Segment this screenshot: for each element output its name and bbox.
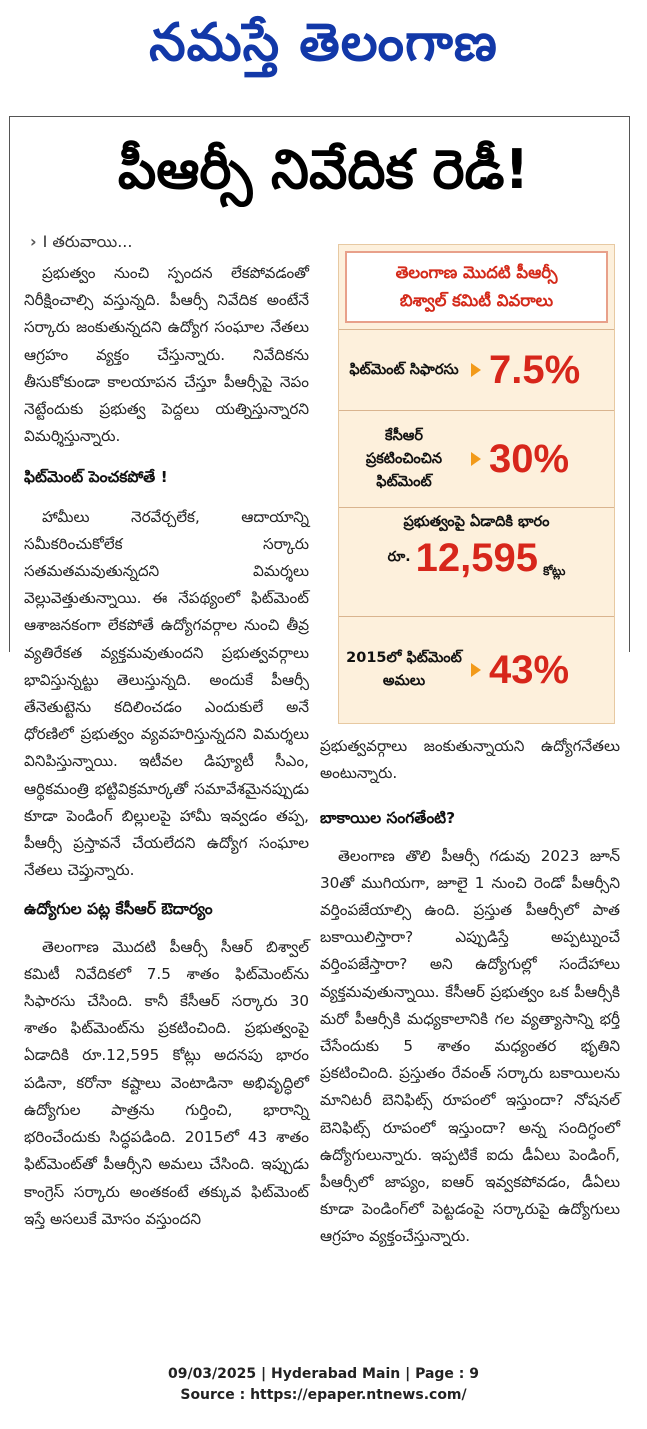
stats-title-line: తెలంగాణ మొదటి పీఆర్సీ <box>395 263 558 282</box>
stat-row-2015 <box>339 616 614 723</box>
left-column <box>24 260 309 1233</box>
paragraph: తెలంగాణ తొలి పీఆర్సీ గడువు 2023 జూన్ 30తో ముగియగా, జూలై 1 నుంచి రెండో పీఆర్సీని వర్తింపజేయాల్సి ఉంది. ప్రస్తుత పీఆర్సీలో పాత బకాయిలిస్తారా? ఎప్పుడిస్తే అప్పట్నుంచే వర్తింపజేస్తారా? అని ఉద్యోగుల్లో సందేహాలు వ్యక్తమవుతున్నాయి. కేసీఆర్ ప్రభుత్వం ఒక పీఆర్సీకి మరో పీఆర్సీకి మధ్యకాలానికి గల వ్యత్యాసాన్ని భర్తీ చేసేందుకు 5 శాతం మధ్యంతర భృతిని ప్రకటించింది. ప్రస్తుతం రేవంత్ సర్కారు బకాయిలను మానిటరీ బెనిఫిట్స్ రూపంలో ఇస్తుందా? నోషనల్ బెనిఫిట్స్ రూపంలో ఇస్తుందా? అన్న సందిగ్ధంలో ఉద్యోగులున్నారు. ఇప్పటికే ఐదు డీఏలు పెండింగ్, పీఆర్సీలో జాప్యం, ఐఆర్ ఇవ్వకపోవడం, డీఏలు కూడా పెండింగ్‌లో పెట్టడంపై సర్కారుపై ఉద్యోగులు ఆగ్రహం వ్యక్తంచేస్తున్నారు. <box>320 846 620 1246</box>
right-column <box>320 733 620 1251</box>
subheading: ఉద్యోగుల పట్ల కేసీఆర్ ఔదార్యం <box>24 900 213 919</box>
paragraph: ప్రభుత్వం నుంచి స్పందన లేకపోవడంతో నిరీక్షించాల్సి వస్తున్నది. పీఆర్సీ నివేదిక అంటేనే సర్కారు జంకుతున్నదని ఉద్యోగ సంఘాల నేతలు ఆగ్రహం వ్యక్తం చేస్తున్నారు. నివేదికను తీసుకోకుండా కాలయాపన చేస్తూ పీఆర్సీపై నెపం నెట్టేందుకు ప్రభుత్వ పెద్దలు యత్నిస్తున్నారని విమర్శిస్తున్నారు. <box>24 264 309 446</box>
stat-label: కేసీఆర్ ప్రకటించించిన ఫిట్‌మెంట్ <box>365 427 443 490</box>
stat-row-recommended <box>339 329 614 410</box>
stats-box <box>338 244 615 724</box>
stat-label: ప్రభుత్వంపై ఏడాదికి భారం <box>403 514 550 530</box>
footer-date-line: 09/03/2025 | Hyderabad Main | Page : 9 <box>167 1366 480 1382</box>
unit-suffix: కోట్లు <box>543 564 566 578</box>
stat-row-announced <box>339 410 614 507</box>
article-headline: పీఆర్సీ నివేదిక రెడీ! <box>117 138 530 201</box>
stat-label: ఫిట్‌మెంట్ సిఫారసు <box>349 361 459 378</box>
stat-value: 7.5% <box>489 347 581 392</box>
stat-label: 2015లో ఫిట్‌మెంట్ అమలు <box>346 650 462 689</box>
stats-box-title <box>345 251 608 323</box>
subheading: బాకాయిల సంగతేంటి? <box>320 809 456 828</box>
stat-value: 30% <box>489 436 570 481</box>
arrow-right-icon <box>471 452 481 466</box>
kicker-text: I తరువాయి... <box>42 232 133 251</box>
footer-source-line: Source : https://epaper.ntnews.com/ <box>180 1387 467 1403</box>
paragraph: తెలంగాణ మొదటి పీఆర్సీ సీఆర్ బిశ్వాల్ కమిటీ నివేదికలో 7.5 శాతం ఫిట్‌మెంట్‌ను సిఫారసు చేసింది. కానీ కేసీఆర్ సర్కారు 30 శాతం ఫిట్‌మెంట్‌ను ప్రకటించింది. ప్రభుత్వంపై ఏడాదికి రూ.12,595 కోట్లు అదనపు భారం పడినా, కరోనా కష్టాలు వెంటాడినా అభివృద్ధిలో ఉద్యోగుల పాత్రను గుర్తించి, భారాన్ని భరించేందుకు సిద్ధపడింది. 2015లో 43 శాతం ఫిట్‌మెంట్‌తో పీఆర్సీని అమలు చేసింది. ఇప్పుడు కాంగ్రెస్ సర్కారు అంతకంటే తక్కువ ఫిట్‌మెంట్ ఇస్తే అసలుకే మోసం వస్తుందని <box>24 937 309 1228</box>
masthead-logo: నమస్తే తెలంగాణ <box>149 13 498 73</box>
stat-row-burden <box>339 507 614 616</box>
continuation-kicker <box>30 232 132 255</box>
stat-value: 12,595 <box>415 536 538 580</box>
stats-title-line: బిశ్వాల్ కమిటీ వివరాలు <box>399 291 554 310</box>
page-footer <box>0 1364 647 1406</box>
stat-value: 43% <box>489 647 570 692</box>
currency-prefix: రూ. <box>387 549 411 565</box>
arrow-right-icon <box>471 663 481 677</box>
chevron-right-icon: › <box>30 232 37 251</box>
arrow-right-icon <box>471 363 481 377</box>
paragraph: హామీలు నెరవేర్చలేక, ఆదాయాన్ని సమీకరించుకోలేక సర్కారు సతమతమవుతున్నదని విమర్శలు వెల్లువెత్తుతున్నాయి. ఈ నేపథ్యంలో ఫిట్‌మెంట్ ఆశాజనకంగా లేకపోతే ఉద్యోగవర్గాల నుంచి తీవ్ర వ్యతిరేకత వ్యక్తమవుతుందని ప్రభుత్వవర్గాలు భావిస్తున్నట్టు తెలుస్తున్నది. అందుకే పీఆర్సీ తేనెతుట్టెను కదిలించడం ఎందుకులే అనే ధోరణిలో ప్రభుత్వం వ్యవహరిస్తున్నదని విమర్శలు వినిపిస్తున్నాయి. ఇటీవల డిప్యూటీ సీఎం, ఆర్థికమంత్రి భట్టివిక్రమార్కతో సమావేశమైనప్పుడు కూడా పెండింగ్ బిల్లులపై హామీ ఇవ్వడం తప్ప, పీఆర్సీ ప్రస్తావనే చేయలేదని ఉద్యోగ సంఘాల నేతలు చెప్తున్నారు. <box>24 507 309 880</box>
stat-value-row <box>345 536 608 581</box>
subheading: ఫిట్‌మెంట్ పెంచకపోతే ! <box>24 468 168 487</box>
paragraph: ప్రభుత్వవర్గాలు జంకుతున్నాయని ఉద్యోగనేతలు అంటున్నారు. <box>320 737 620 783</box>
